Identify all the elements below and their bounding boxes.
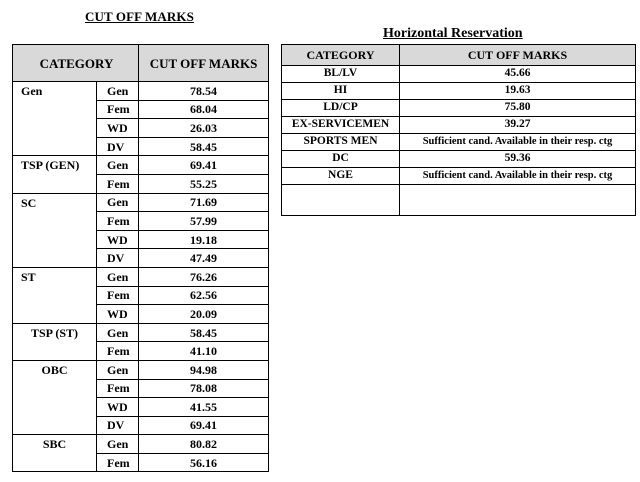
cut-off-mark-cell: 76.26	[139, 267, 269, 286]
category-group-name: TSP (ST)	[13, 323, 97, 360]
header-cut-off-marks: CUT OFF MARKS	[139, 45, 269, 82]
subcategory-cell: Gen	[97, 323, 139, 342]
subcategory-cell: Gen	[97, 360, 139, 379]
subcategory-cell: Fem	[97, 453, 139, 472]
table-row	[13, 323, 269, 342]
subcategory-cell: Fem	[97, 100, 139, 119]
reservation-category-cell: NGE	[282, 168, 400, 185]
reservation-category-cell: DC	[282, 151, 400, 168]
table-row	[13, 82, 269, 101]
reservation-category-cell: SPORTS MEN	[282, 134, 400, 151]
cut-off-marks-table	[12, 44, 269, 472]
subcategory-cell: DV	[97, 249, 139, 268]
cut-off-mark-cell: 57.99	[139, 212, 269, 231]
reservation-mark-cell: 19.63	[400, 83, 636, 100]
subcategory-cell: Fem	[97, 286, 139, 305]
cut-off-mark-cell: 80.82	[139, 435, 269, 454]
reservation-category-cell: EX-SERVICEMEN	[282, 117, 400, 134]
subcategory-cell: Gen	[97, 193, 139, 212]
subcategory-cell: Gen	[97, 156, 139, 175]
table-row	[13, 360, 269, 379]
subcategory-cell: WD	[97, 230, 139, 249]
subcategory-cell: Fem	[97, 342, 139, 361]
subcategory-cell: DV	[97, 416, 139, 435]
cut-off-mark-cell: 94.98	[139, 360, 269, 379]
subcategory-cell: Gen	[97, 435, 139, 454]
subcategory-cell: WD	[97, 305, 139, 324]
reservation-mark-cell: 75.80	[400, 100, 636, 117]
reservation-category-cell: HI	[282, 83, 400, 100]
table-row	[282, 134, 636, 151]
table-row	[282, 151, 636, 168]
cut-off-marks-title: CUT OFF MARKS	[85, 9, 194, 24]
table-row	[13, 193, 269, 212]
cut-off-mark-cell: 56.16	[139, 453, 269, 472]
empty-cell	[400, 185, 636, 216]
cut-off-mark-cell: 71.69	[139, 193, 269, 212]
cut-off-mark-cell: 58.45	[139, 323, 269, 342]
reservation-mark-cell: 59.36	[400, 151, 636, 168]
reservation-mark-cell: Sufficient cand. Available in their resp. ctg	[400, 134, 636, 151]
subcategory-cell: Gen	[97, 82, 139, 101]
reservation-mark-cell: Sufficient cand. Available in their resp. ctg	[400, 168, 636, 185]
cut-off-mark-cell: 20.09	[139, 305, 269, 324]
table-row	[13, 267, 269, 286]
empty-row	[282, 185, 636, 216]
table-header-row	[13, 45, 269, 82]
subcategory-cell: Fem	[97, 174, 139, 193]
subcategory-cell: WD	[97, 119, 139, 138]
table-header-row	[282, 45, 636, 66]
cut-off-mark-cell: 68.04	[139, 100, 269, 119]
category-group-name: TSP (GEN)	[13, 156, 97, 193]
table-row	[282, 100, 636, 117]
cut-off-mark-cell: 47.49	[139, 249, 269, 268]
reservation-category-cell: BL/LV	[282, 66, 400, 83]
cut-off-mark-cell: 41.55	[139, 398, 269, 417]
cut-off-mark-cell: 62.56	[139, 286, 269, 305]
category-group-name: SC	[13, 193, 97, 267]
cut-off-mark-cell: 55.25	[139, 174, 269, 193]
cut-off-mark-cell: 78.08	[139, 379, 269, 398]
cut-off-mark-cell: 19.18	[139, 230, 269, 249]
subcategory-cell: Fem	[97, 379, 139, 398]
reservation-mark-cell: 39.27	[400, 117, 636, 134]
subcategory-cell: Gen	[97, 267, 139, 286]
table-row	[282, 83, 636, 100]
subcategory-cell: WD	[97, 398, 139, 417]
category-group-name: ST	[13, 267, 97, 323]
category-group-name: OBC	[13, 360, 97, 434]
table-row	[13, 156, 269, 175]
table-row	[282, 66, 636, 83]
cut-off-mark-cell: 69.41	[139, 416, 269, 435]
reservation-mark-cell: 45.66	[400, 66, 636, 83]
category-group-name: SBC	[13, 435, 97, 472]
table-row	[282, 117, 636, 134]
cut-off-mark-cell: 26.03	[139, 119, 269, 138]
table-row	[282, 168, 636, 185]
subcategory-cell: DV	[97, 137, 139, 156]
empty-cell	[282, 185, 400, 216]
cut-off-mark-cell: 78.54	[139, 82, 269, 101]
header-category: CATEGORY	[282, 45, 400, 66]
table-row	[13, 435, 269, 454]
header-category: CATEGORY	[13, 45, 139, 82]
category-group-name: Gen	[13, 82, 97, 156]
cut-off-mark-cell: 58.45	[139, 137, 269, 156]
subcategory-cell: Fem	[97, 212, 139, 231]
header-cut-off-marks: CUT OFF MARKS	[400, 45, 636, 66]
cut-off-mark-cell: 69.41	[139, 156, 269, 175]
horizontal-reservation-title: Horizontal Reservation	[383, 26, 523, 41]
reservation-category-cell: LD/CP	[282, 100, 400, 117]
cut-off-mark-cell: 41.10	[139, 342, 269, 361]
horizontal-reservation-table	[281, 44, 636, 216]
